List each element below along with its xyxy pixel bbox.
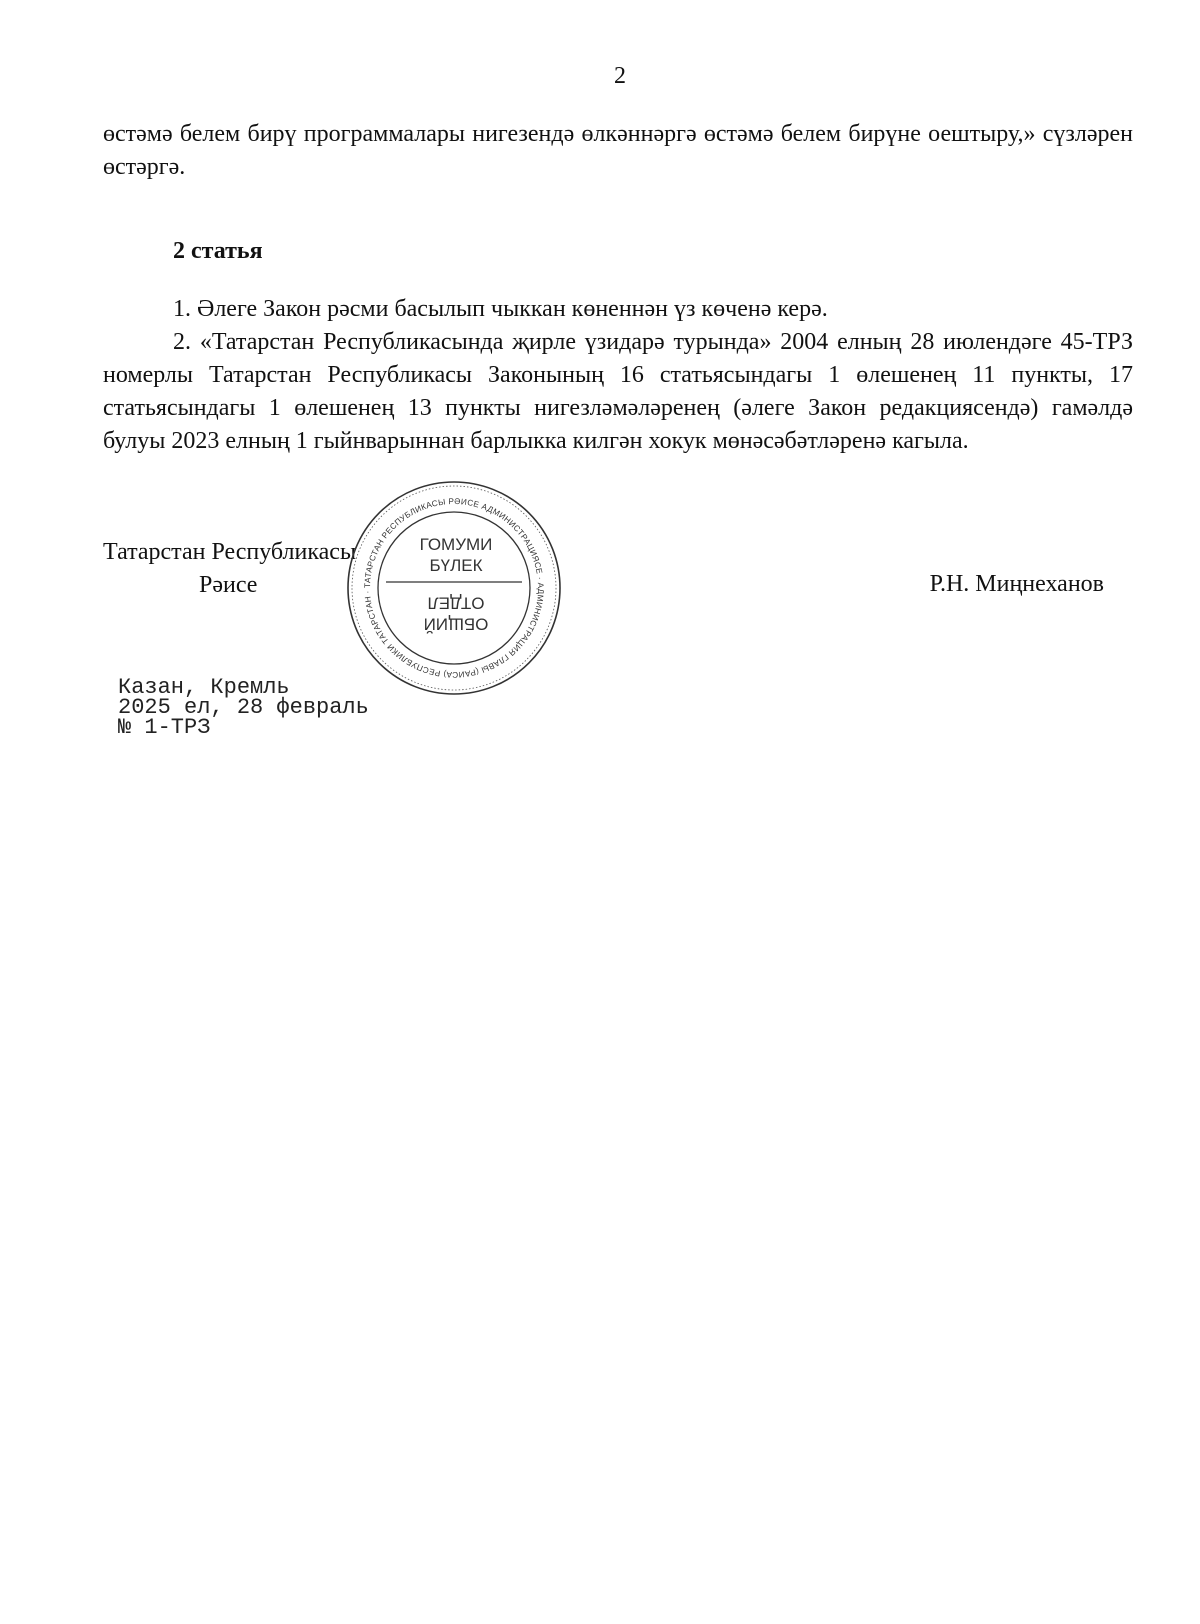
stamp-top-line1: ГОМУМИ (419, 535, 493, 554)
law-number: № 1-ТРЗ (118, 715, 211, 740)
continuation-paragraph: өстәмә белем бирү программалары нигезендә өлкәннәргә өстәмә белем бирүне оештыру,» сүзләрен өстәргә. (103, 121, 1133, 180)
paragraph-1: 1. Әлеге Закон рәсми басылып чыккан көненнән үз көченә керә. (173, 296, 828, 322)
official-stamp (344, 478, 564, 698)
paragraph-2: 2. «Татарстан Республикасында җирле үзидарә турында» 2004 елның 28 июлендәге 45-ТРЗ номерлы Татарстан Республикасы Законының 16 статьясындагы 1 өлешенең 11 пункты, 17 статьясындагы 1 өлешенең 13 пункты нигезләмәләренең (әлеге Закон редакциясендә) гамәлдә булуы 2023 елның 1 гыйнварыннан барлыкка килгән хокук мөнәсәбәтләренә кагыла. (103, 329, 1133, 454)
place-date-block (118, 675, 369, 740)
stamp-top-line2: БҮЛЕК (429, 556, 483, 575)
place-date: 2025 ел, 28 февраль (118, 695, 369, 720)
signatory-title-line2: Рәисе (199, 572, 258, 598)
stamp-bottom-line1: ОТДЕЛ (427, 593, 485, 613)
place-city: Казан, Кремль (118, 675, 290, 700)
signatory-title-line1: Татарстан Республикасы (103, 539, 357, 565)
signatory-name: Р.Н. Миңнеханов (929, 571, 1104, 597)
signatory-title (103, 536, 356, 602)
article-heading: 2 статья (173, 238, 263, 264)
stamp-ring-text: ТАТАРСТАН РЕСПУБЛИКАСЫ РӘИСЕ АДМИНИСТРАЦИЯСЕ · АДМИНИСТРАЦИЯ ГЛАВЫ (РАИСА) РЕСПУБЛИКИ ТАТАРСТАН · (362, 496, 546, 680)
page-number: 2 (614, 63, 626, 89)
stamp-bottom-line2: ОБЩИЙ (423, 614, 489, 634)
